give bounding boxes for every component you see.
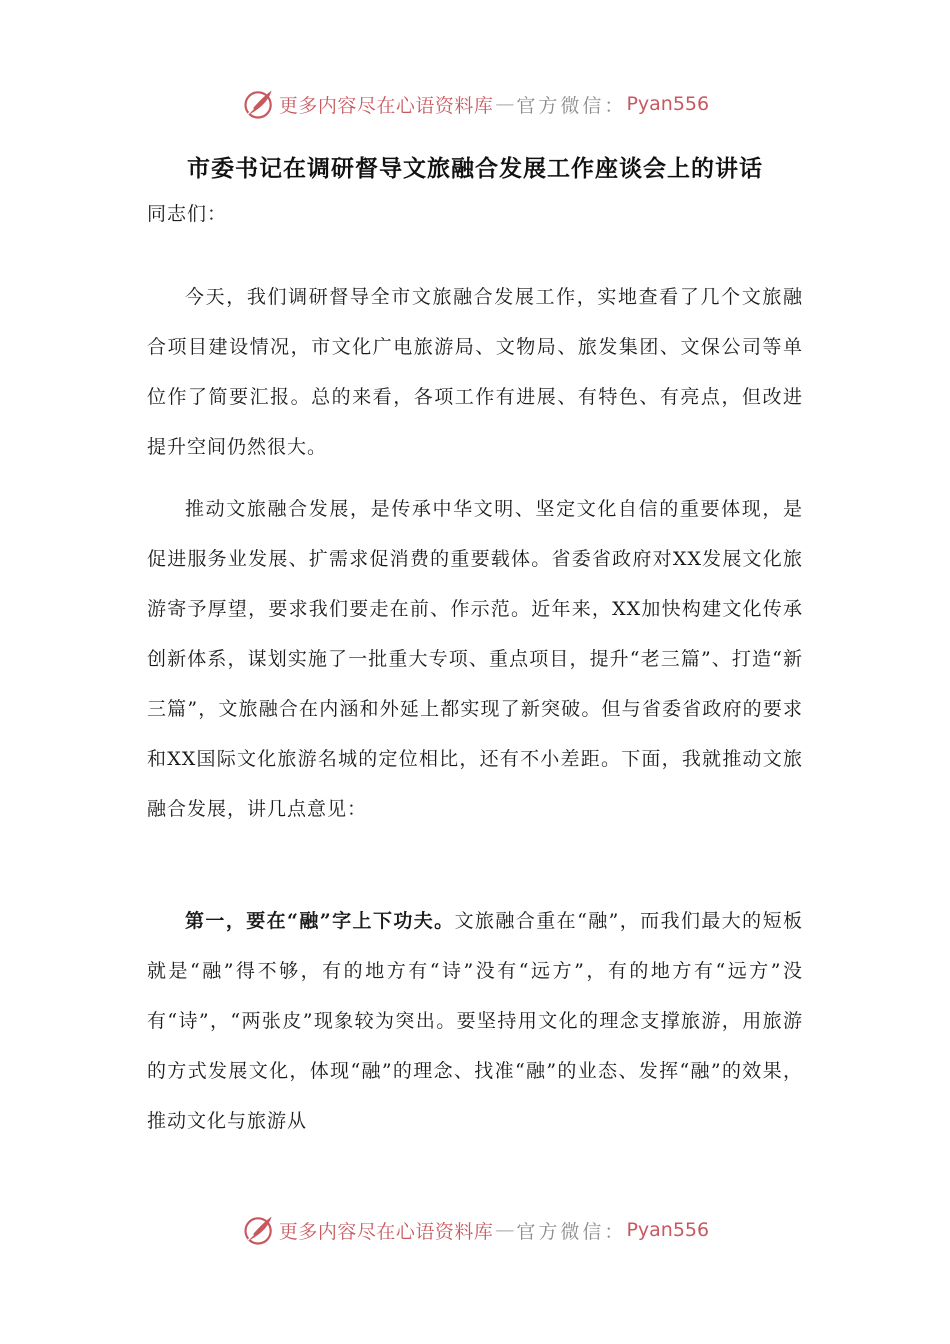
header-watermark-banner bbox=[0, 84, 950, 124]
paragraph-3 bbox=[147, 896, 803, 1146]
quill-logo-icon bbox=[241, 86, 277, 122]
footer-watermark-banner bbox=[0, 1210, 950, 1250]
banner-sub-text: 官方微信： bbox=[516, 94, 627, 117]
quill-logo-icon bbox=[241, 1212, 277, 1248]
banner-separator: — bbox=[495, 93, 515, 115]
greeting: 同志们： bbox=[147, 203, 228, 225]
banner-sub-text: 官方微信： bbox=[516, 1220, 627, 1243]
paragraph-3-body: 文旅融合重在“融”，而我们最大的短板就是“融”得不够，有的地方有“诗”没有“远方”，有的地方有“远方”没有“诗”，“两张皮”现象较为突出。要坚持用文化的理念支撑旅游，用旅游的方式发展文化，体现“融”的理念、找准“融”的业态、发挥“融”的效果，推动文化与旅游从 bbox=[147, 910, 804, 1132]
banner-wechat-id: Pyan556 bbox=[626, 93, 710, 115]
paragraph-1: 今天，我们调研督导全市文旅融合发展工作，实地查看了几个文旅融合项目建设情况，市文化广电旅游局、文物局、旅发集团、文保公司等单位作了简要汇报。总的来看，各项工作有进展、有特色、有亮点，但改进提升空间仍然很大。 bbox=[147, 286, 803, 458]
banner-main-text: 更多内容尽在心语资料库 bbox=[278, 94, 494, 117]
banner-main-text: 更多内容尽在心语资料库 bbox=[278, 1220, 494, 1243]
paragraph-2: 推动文旅融合发展，是传承中华文明、坚定文化自信的重要体现，是促进服务业发展、扩需求促消费的重要载体。省委省政府对XX发展文化旅游寄予厚望，要求我们要走在前、作示范。近年来，XX加快构建文化传承创新体系，谋划实施了一批重大专项、重点项目，提升“老三篇”、打造“新三篇”，文旅融合在内涵和外延上都实现了新突破。但与省委省政府的要求和XX国际文化旅游名城的定位相比，还有不小差距。下面，我就推动文旅融合发展，讲几点意见： bbox=[147, 498, 803, 820]
banner-separator: — bbox=[495, 1219, 515, 1241]
paragraph-3-lead: 第一，要在“融”字上下功夫。 bbox=[185, 910, 455, 932]
document-title: 市委书记在调研督导文旅融合发展工作座谈会上的讲话 bbox=[187, 155, 763, 182]
banner-wechat-id: Pyan556 bbox=[626, 1219, 710, 1241]
